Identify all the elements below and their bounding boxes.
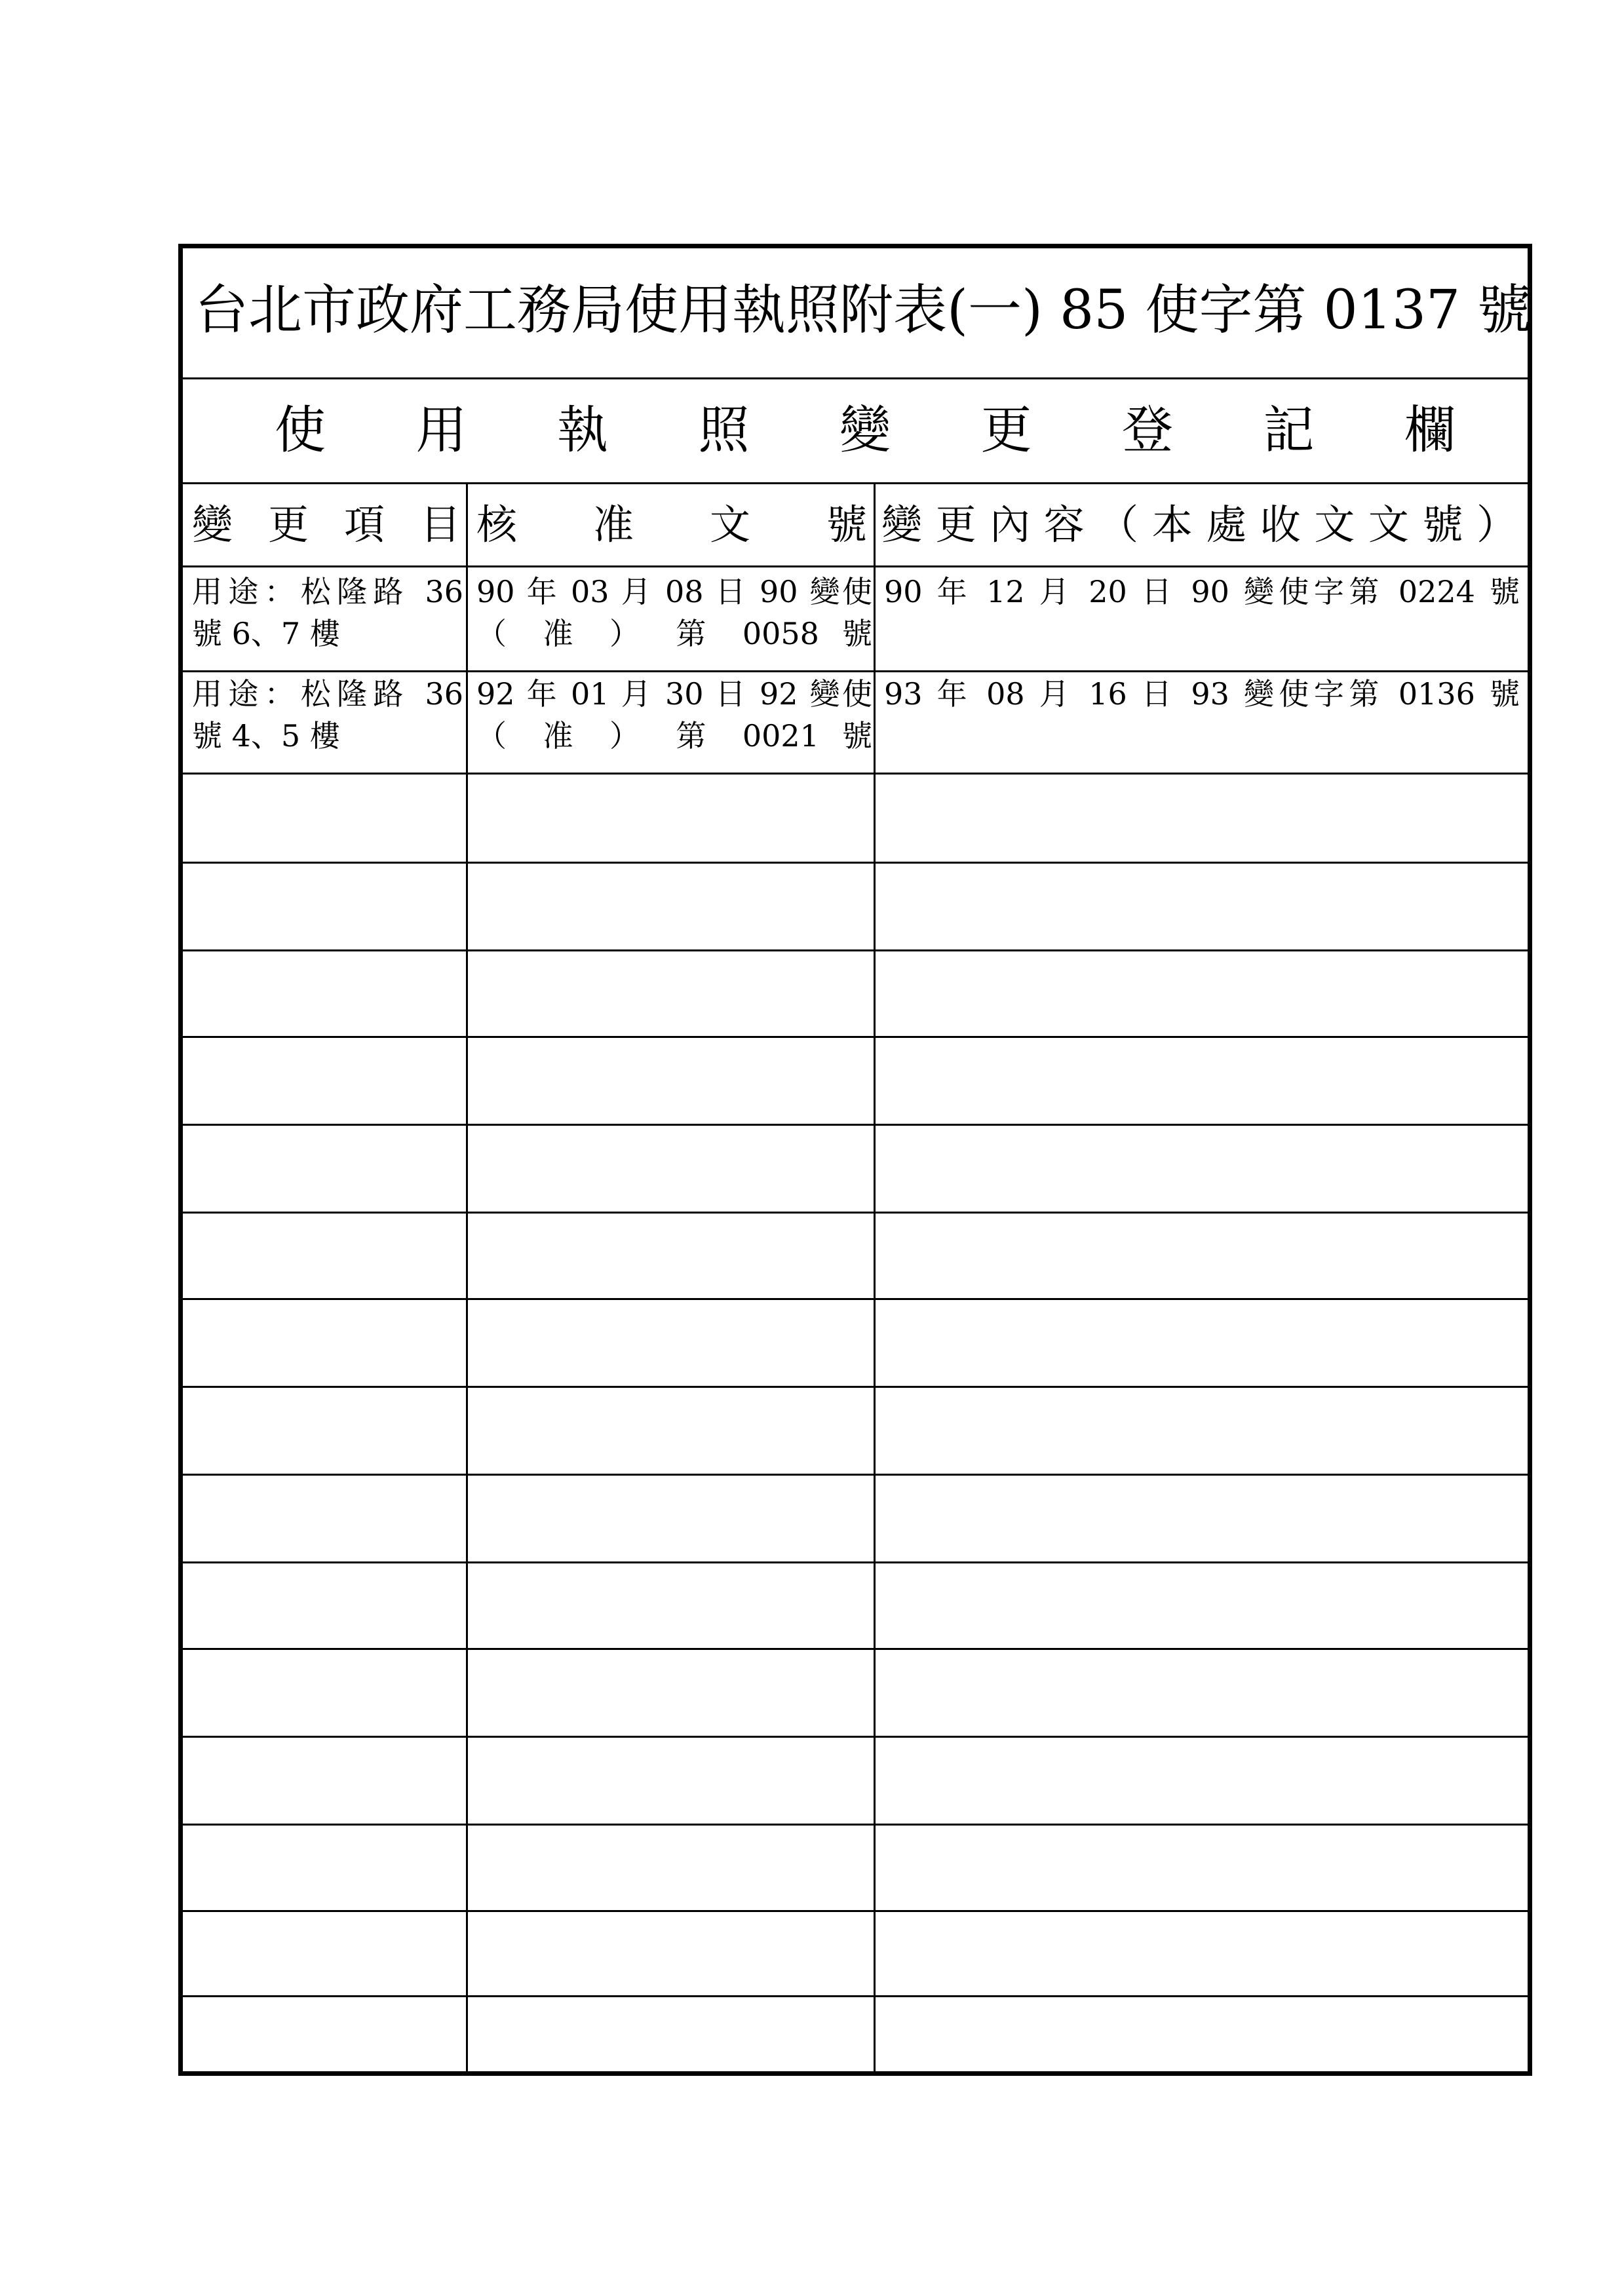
entry-2-item-line-2: 號 4、5 樓 [192,718,340,754]
column-divider-2 [874,484,876,2071]
entry-2-approval-number [476,673,872,757]
entry-1-change-content [884,571,1520,613]
row-line-blank [183,862,1528,864]
title-row [183,248,1532,379]
entry-1-approval-line-2: （ 准 ） 第 0058 號 [476,616,872,651]
entry-2-approval-line-2: （ 准 ） 第 0021 號 [476,718,872,754]
row-line-header [183,565,1528,567]
entry-2-change-content [884,673,1520,715]
entry-1-approval-line-1: 90 年 03 月 08 日 90 變使 [476,574,872,609]
row-line-blank [183,1124,1528,1126]
entry-1-change-item [192,571,463,655]
column-header-change-content: 變更內容（本處收文文號） [881,501,1517,548]
row-line-entry-1 [183,670,1528,672]
column-header-change-item: 變 更 項 目 [192,501,461,548]
section-heading-row [183,379,1528,484]
row-line-blank [183,1474,1528,1476]
row-line-blank [183,1648,1528,1650]
entry-1-item-line-1: 用途：松隆路 36 [192,574,463,609]
row-line-blank [183,1212,1528,1214]
entry-2-approval-line-1: 92 年 01 月 30 日 92 變使 [476,676,872,712]
row-line-blank [183,1561,1528,1563]
row-line-entry-2 [183,773,1528,775]
row-line-blank [183,1386,1528,1388]
entry-1-change-content-text: 90 年 12 月 20 日 90 變使字第 0224 號 [884,574,1520,609]
column-divider-1 [466,484,468,2071]
row-line-blank [183,1736,1528,1738]
entry-2-item-line-1: 用途：松隆路 36 [192,676,463,712]
form-title: 台北市政府工務局使用執照附表(一) 85 使字第 0137 號 [195,279,1532,341]
license-form-frame [178,244,1532,2076]
entry-2-change-content-text: 93 年 08 月 16 日 93 變使字第 0136 號 [884,676,1520,712]
entry-1-approval-number [476,571,872,655]
row-line-blank [183,1910,1528,1912]
entry-2-change-item [192,673,463,757]
entry-1-item-line-2: 號 6、7 樓 [192,616,340,651]
row-line-blank [183,1824,1528,1826]
row-line-blank [183,1298,1528,1300]
change-register-table [183,484,1528,2071]
row-line-blank [183,949,1528,951]
column-header-approval-number: 核 准 文 號 [476,501,867,548]
row-line-blank [183,1036,1528,1038]
row-line-blank [183,1995,1528,1997]
section-heading: 使 用 執 照 變 更 登 記 欄 [275,401,1456,460]
